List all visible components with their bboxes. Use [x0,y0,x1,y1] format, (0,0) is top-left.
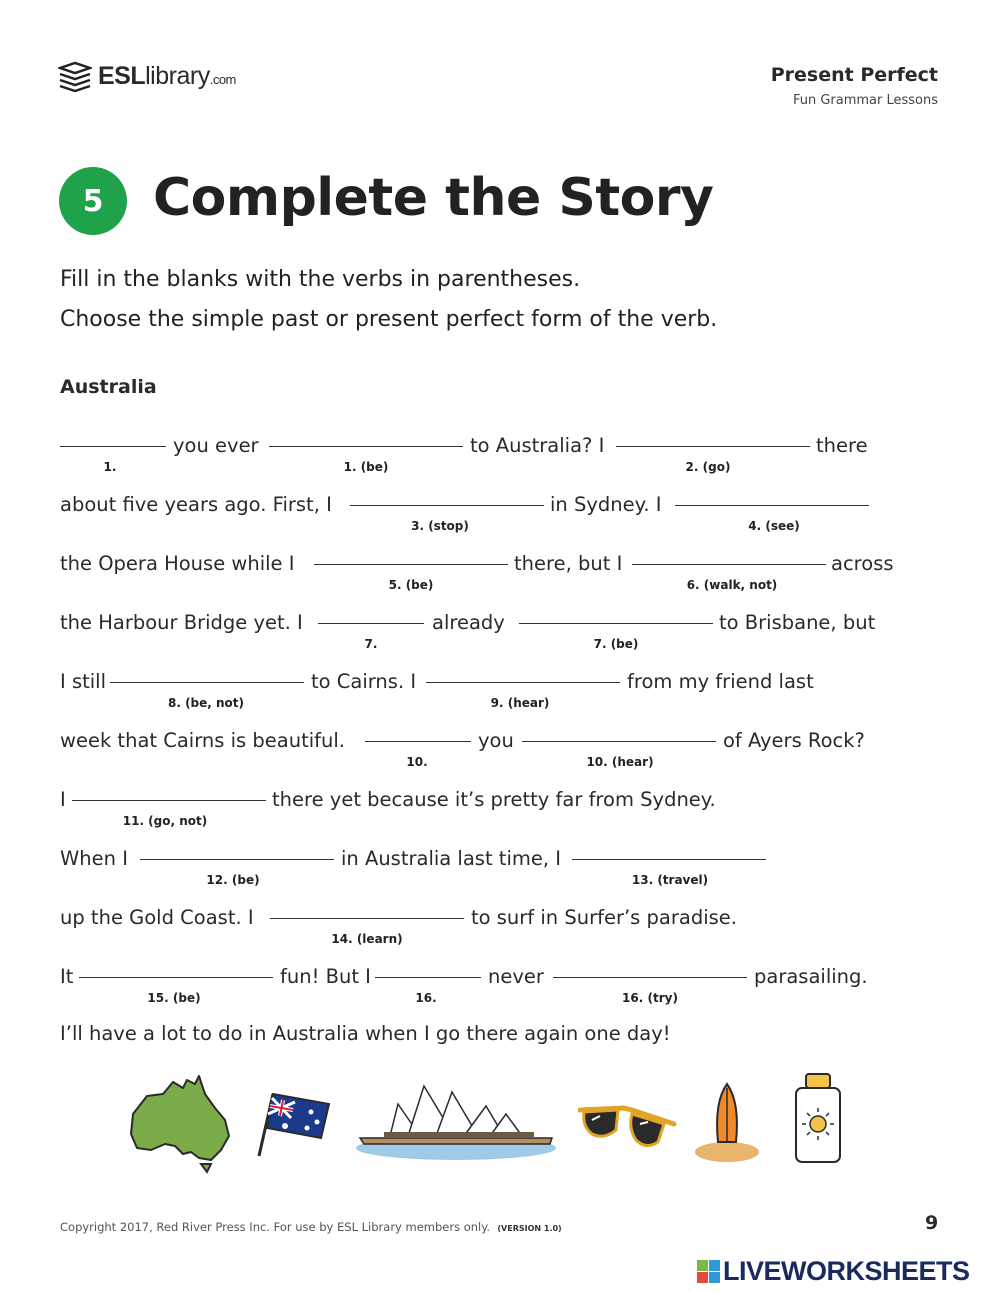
answer-blank[interactable] [318,623,424,624]
answer-blank[interactable] [519,623,713,624]
blank-hint: 5. (be) [388,578,434,592]
blank-hint: 16. (try) [622,991,678,1005]
answer-blank[interactable] [616,446,810,447]
blank-hint: 16. [415,991,437,1005]
story-text: in Australia last time, I [341,847,562,870]
answer-blank[interactable] [79,977,273,978]
story-text: up the Gold Coast. I [60,906,254,929]
australian-flag-icon [255,1090,335,1158]
blank-hint: 10. [406,755,428,769]
copyright-notice [60,1220,562,1234]
answer-blank[interactable] [375,977,481,978]
sunscreen-icon [790,1072,846,1166]
blank-hint: 4. (see) [748,519,800,533]
answer-blank[interactable] [110,682,304,683]
blank-hint: 9. (hear) [490,696,550,710]
answer-blank[interactable] [553,977,747,978]
answer-blank[interactable] [675,505,869,506]
story-text: there yet because it’s pretty far from Sydney. [272,788,716,811]
instruction-line-1: Fill in the blanks with the verbs in parentheses. [60,267,581,292]
story-text: of Ayers Rock? [723,729,865,752]
answer-blank[interactable] [72,800,266,801]
answer-blank[interactable] [140,859,334,860]
blank-hint: 7. (be) [593,637,639,651]
blank-hint: 2. (go) [685,460,731,474]
book-stack-icon [58,60,92,92]
answer-blank[interactable] [270,918,464,919]
answer-blank[interactable] [632,564,826,565]
page-number: 9 [925,1212,939,1234]
series-subtitle: Fun Grammar Lessons [792,93,938,108]
blank-hint: 8. (be, not) [167,696,245,710]
story-text: never [488,965,544,988]
answer-blank[interactable] [522,741,716,742]
story-text: about five years ago. First, I [60,493,332,516]
story-text: to Brisbane, but [719,611,876,634]
answer-blank[interactable] [365,741,471,742]
blank-hint: 11. (go, not) [122,814,208,828]
story-text: in Sydney. I [550,493,662,516]
answer-blank[interactable] [572,859,766,860]
answer-blank[interactable] [426,682,620,683]
story-text: across [831,552,894,575]
story-text: there, but I [514,552,623,575]
blank-hint: 15. (be) [147,991,201,1005]
story-text: you ever [173,434,259,457]
story-text: parasailing. [754,965,868,988]
liveworksheets-logo[interactable] [697,1256,970,1287]
story-text: there [816,434,868,457]
australia-map-icon [125,1074,235,1174]
sydney-opera-house-icon [354,1080,558,1162]
page-title: Complete the Story [153,168,714,228]
section-number-badge: 5 [59,167,127,235]
surfboard-icon [692,1082,762,1164]
blank-hint: 12. (be) [206,873,260,887]
esl-library-logo [58,58,236,94]
sunglasses-icon [578,1100,678,1152]
story-text: the Harbour Bridge yet. I [60,611,303,634]
blank-hint: 6. (walk, not) [686,578,778,592]
story-text: week that Cairns is beautiful. [60,729,345,752]
story-text: to Cairns. I [311,670,417,693]
story-text: When I [60,847,128,870]
blank-hint: 14. (learn) [331,932,403,946]
answer-blank[interactable] [314,564,508,565]
blank-hint: 10. (hear) [586,755,654,769]
blank-hint: 3. (stop) [411,519,469,533]
story-text: to Australia? I [470,434,605,457]
story-heading: Australia [60,376,157,398]
story-text: already [432,611,505,634]
liveworksheets-grid-icon [697,1260,720,1283]
blank-hint: 1. (be) [343,460,389,474]
story-text: from my friend last [627,670,814,693]
logo-wordmark: ESLlibrary.com [98,61,236,90]
answer-blank[interactable] [350,505,544,506]
liveworksheets-wordmark: LIVEWORKSHEETS [723,1256,970,1286]
answer-blank[interactable] [269,446,463,447]
instruction-line-2: Choose the simple past or present perfect form of the verb. [60,307,718,332]
story-text: I’ll have a lot to do in Australia when I go there again one day! [60,1022,671,1045]
story-text: fun! But I [280,965,371,988]
blank-hint: 13. (travel) [631,873,709,887]
blank-hint: 7. [364,637,378,651]
copyright-text: Copyright 2017, Red River Press Inc. For use by ESL Library members only. [60,1220,491,1234]
story-text: It [60,965,74,988]
series-title: Present Perfect [770,64,938,86]
story-text: you [478,729,514,752]
story-text: the Opera House while I [60,552,295,575]
answer-blank[interactable] [60,446,166,447]
story-text: I [60,788,66,811]
blank-hint: 1. [103,460,117,474]
story-text: to surf in Surfer’s paradise. [471,906,737,929]
version-label: (VERSION 1.0) [497,1224,562,1233]
story-text: I still [60,670,107,693]
